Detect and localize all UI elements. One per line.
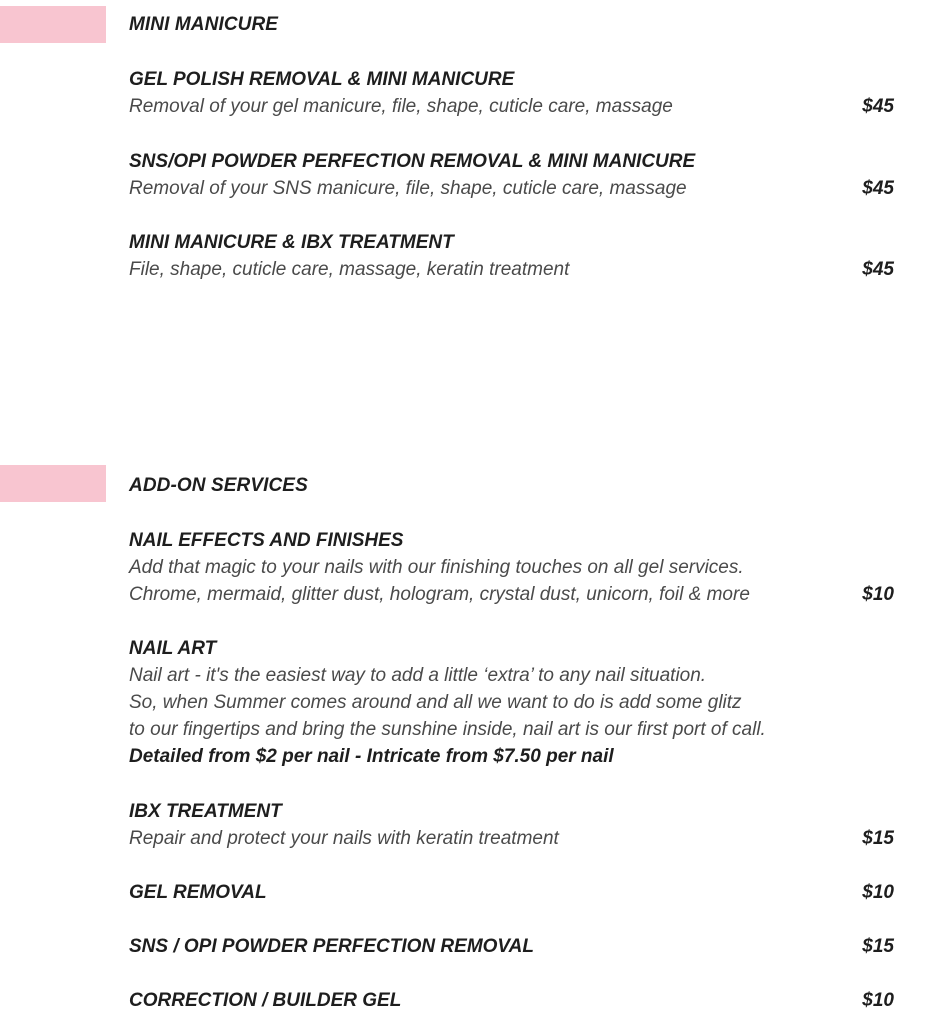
item-price: $45 xyxy=(862,259,894,280)
menu-item-correction-builder-gel xyxy=(129,987,895,1014)
section-title-mini-manicure: MINI MANICURE xyxy=(129,14,279,35)
menu-item-sns-removal-mini xyxy=(129,148,895,202)
item-price: $45 xyxy=(862,178,894,199)
menu-item-sns-opi-removal xyxy=(129,933,895,960)
item-price: $45 xyxy=(862,96,894,117)
item-title: CORRECTION / BUILDER GEL xyxy=(129,990,402,1011)
item-description: Add that magic to your nails with our finishing touches on all gel services. xyxy=(129,557,744,578)
item-price: $15 xyxy=(862,936,894,957)
item-description: Removal of your SNS manicure, file, shape, cuticle care, massage xyxy=(129,178,687,199)
item-description: to our fingertips and bring the sunshine inside, nail art is our first port of call. xyxy=(129,719,766,740)
menu-item-mini-ibx xyxy=(129,229,895,283)
section-title-add-on-services: ADD-ON SERVICES xyxy=(129,475,308,496)
menu-item-ibx-treatment xyxy=(129,798,895,852)
item-description: Nail art - it's the easiest way to add a little ‘extra’ to any nail situation. xyxy=(129,665,707,686)
item-description: Repair and protect your nails with keratin treatment xyxy=(129,828,559,849)
menu-item-gel-removal xyxy=(129,879,895,906)
item-title: MINI MANICURE & IBX TREATMENT xyxy=(129,232,454,253)
item-title: SNS / OPI POWDER PERFECTION REMOVAL xyxy=(129,936,535,957)
item-title: NAIL EFFECTS AND FINISHES xyxy=(129,530,404,551)
item-price: $10 xyxy=(862,990,894,1011)
item-price-note: Detailed from $2 per nail - Intricate from $7.50 per nail xyxy=(129,746,614,767)
section-accent-bar xyxy=(0,465,106,502)
item-title: IBX TREATMENT xyxy=(129,801,282,822)
item-description: Chrome, mermaid, glitter dust, hologram, crystal dust, unicorn, foil & more xyxy=(129,584,750,605)
item-title: GEL REMOVAL xyxy=(129,882,267,903)
item-title: SNS/OPI POWDER PERFECTION REMOVAL & MINI MANICURE xyxy=(129,151,696,172)
item-description: File, shape, cuticle care, massage, keratin treatment xyxy=(129,259,570,280)
item-title: NAIL ART xyxy=(129,638,217,659)
menu-item-gel-polish-removal-mini xyxy=(129,66,895,120)
item-price: $10 xyxy=(862,882,894,903)
item-title: GEL POLISH REMOVAL & MINI MANICURE xyxy=(129,69,515,90)
item-description: So, when Summer comes around and all we want to do is add some glitz xyxy=(129,692,742,713)
menu-item-nail-art xyxy=(129,635,895,770)
section-accent-bar xyxy=(0,6,106,43)
item-price: $10 xyxy=(862,584,894,605)
item-description: Removal of your gel manicure, file, shape, cuticle care, massage xyxy=(129,96,673,117)
menu-item-nail-effects xyxy=(129,527,895,608)
item-price: $15 xyxy=(862,828,894,849)
